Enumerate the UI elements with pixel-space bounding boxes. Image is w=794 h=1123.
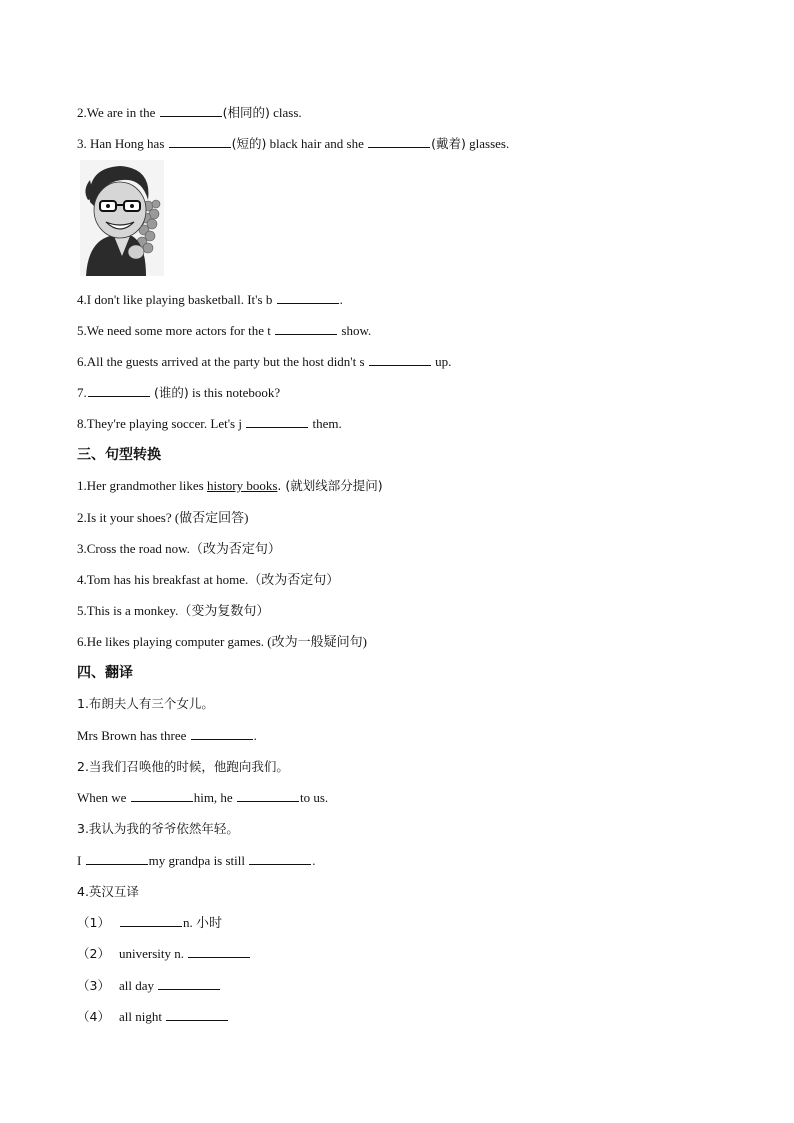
item-label: （4） (77, 1009, 110, 1024)
section-heading: 三、句型转换 (77, 447, 161, 463)
question-text: I don't like playing basketball. It's b (86, 292, 273, 307)
caricature-icon (80, 160, 164, 276)
answer-blank[interactable] (368, 135, 430, 148)
transform-item-1 (77, 477, 383, 495)
answer-text: him, he (193, 790, 233, 805)
portrait-image (80, 160, 164, 276)
answer-blank[interactable] (131, 789, 193, 802)
answer-blank[interactable] (275, 322, 337, 335)
question-5 (77, 322, 371, 340)
question-number: 5. (77, 323, 87, 338)
question-number: 8. (77, 416, 87, 431)
underlined-phrase: history books (206, 478, 278, 493)
answer-text: I (77, 853, 82, 868)
answer-text: all day (119, 978, 155, 993)
question-text: class. (273, 105, 302, 120)
question-text: up. (435, 354, 452, 369)
question-text: Han Hong has (90, 136, 165, 151)
answer-blank[interactable] (237, 789, 299, 802)
item-label: （3） (77, 978, 110, 993)
answer-text: When we (77, 790, 127, 805)
vocab-item-4 (77, 1008, 229, 1026)
translation-prompt-4: 4.英汉互译 (77, 884, 139, 899)
item-label: （2） (77, 946, 110, 961)
hint-text: (谁的) (154, 385, 189, 400)
question-text: All the guests arrived at the party but the host didn't s (86, 354, 365, 369)
question-text: Her grandmother likes (86, 478, 207, 493)
question-number: 2. (77, 105, 87, 120)
answer-blank[interactable] (160, 104, 222, 117)
question-number: 1. (77, 478, 87, 493)
answer-blank[interactable] (369, 353, 431, 366)
answer-blank[interactable] (246, 415, 308, 428)
transform-item-4: 4.Tom has his breakfast at home.（改为否定句） (77, 572, 340, 587)
question-number: 6. (77, 354, 87, 369)
section-heading: 四、翻译 (77, 665, 133, 681)
question-number: 3. (77, 136, 87, 151)
translation-prompt-3: 3.我认为我的爷爷依然年轻。 (77, 821, 239, 836)
answer-blank[interactable] (88, 384, 150, 397)
transform-item-5: 5.This is a monkey.（变为复数句） (77, 603, 270, 618)
question-text: They're playing soccer. Let's j (86, 416, 242, 431)
translation-prompt-1: 1.布朗夫人有三个女儿。 (77, 696, 214, 711)
answer-text: my grandpa is still (148, 853, 246, 868)
question-text: black hair and she (269, 136, 364, 151)
question-text: We are in the (86, 105, 156, 120)
answer-blank[interactable] (169, 135, 231, 148)
item-label: （1） (77, 915, 110, 930)
answer-blank[interactable] (120, 914, 182, 927)
question-number: 7. (77, 385, 87, 400)
transform-item-3: 3.Cross the road now.（改为否定句） (77, 541, 281, 556)
translation-answer-2 (77, 789, 328, 807)
hint-text: (相同的) (222, 105, 270, 120)
question-3 (77, 135, 509, 153)
hint-text: (短的) (231, 136, 267, 151)
question-text: We need some more actors for the t (86, 323, 271, 338)
transform-item-2: 2.Is it your shoes? (做否定回答) (77, 510, 249, 525)
question-4 (77, 291, 343, 309)
answer-blank[interactable] (188, 945, 250, 958)
question-7 (77, 384, 280, 402)
vocab-item-2 (77, 945, 251, 963)
translation-answer-1 (77, 727, 257, 745)
answer-blank[interactable] (158, 977, 220, 990)
question-text: is this notebook? (192, 385, 281, 400)
translation-prompt-2: 2.当我们召唤他的时候，他跑向我们。 (77, 759, 289, 774)
question-text: glasses. (469, 136, 510, 151)
question-text: show. (341, 323, 372, 338)
transform-item-6: 6.He likes playing computer games. (改为一般疑问句) (77, 634, 367, 649)
answer-text: . (253, 728, 257, 743)
instruction-text: . (就划线部分提问) (277, 478, 383, 493)
vocab-item-1 (77, 914, 222, 932)
translation-answer-3 (77, 852, 316, 870)
question-8 (77, 415, 342, 433)
question-text: . (339, 292, 343, 307)
question-text: them. (312, 416, 342, 431)
vocab-item-3 (77, 977, 221, 995)
answer-text: n. 小时 (183, 915, 223, 930)
question-6 (77, 353, 451, 371)
answer-blank[interactable] (277, 291, 339, 304)
answer-text: Mrs Brown has three (77, 728, 187, 743)
answer-blank[interactable] (86, 852, 148, 865)
answer-blank[interactable] (249, 852, 311, 865)
answer-text: . (312, 853, 316, 868)
hint-text: (戴着) (431, 136, 466, 151)
answer-text: all night (119, 1009, 162, 1024)
answer-text: university n. (119, 946, 184, 961)
answer-blank[interactable] (166, 1008, 228, 1021)
question-2 (77, 104, 302, 122)
answer-blank[interactable] (191, 727, 253, 740)
question-number: 4. (77, 292, 87, 307)
answer-text: to us. (299, 790, 329, 805)
